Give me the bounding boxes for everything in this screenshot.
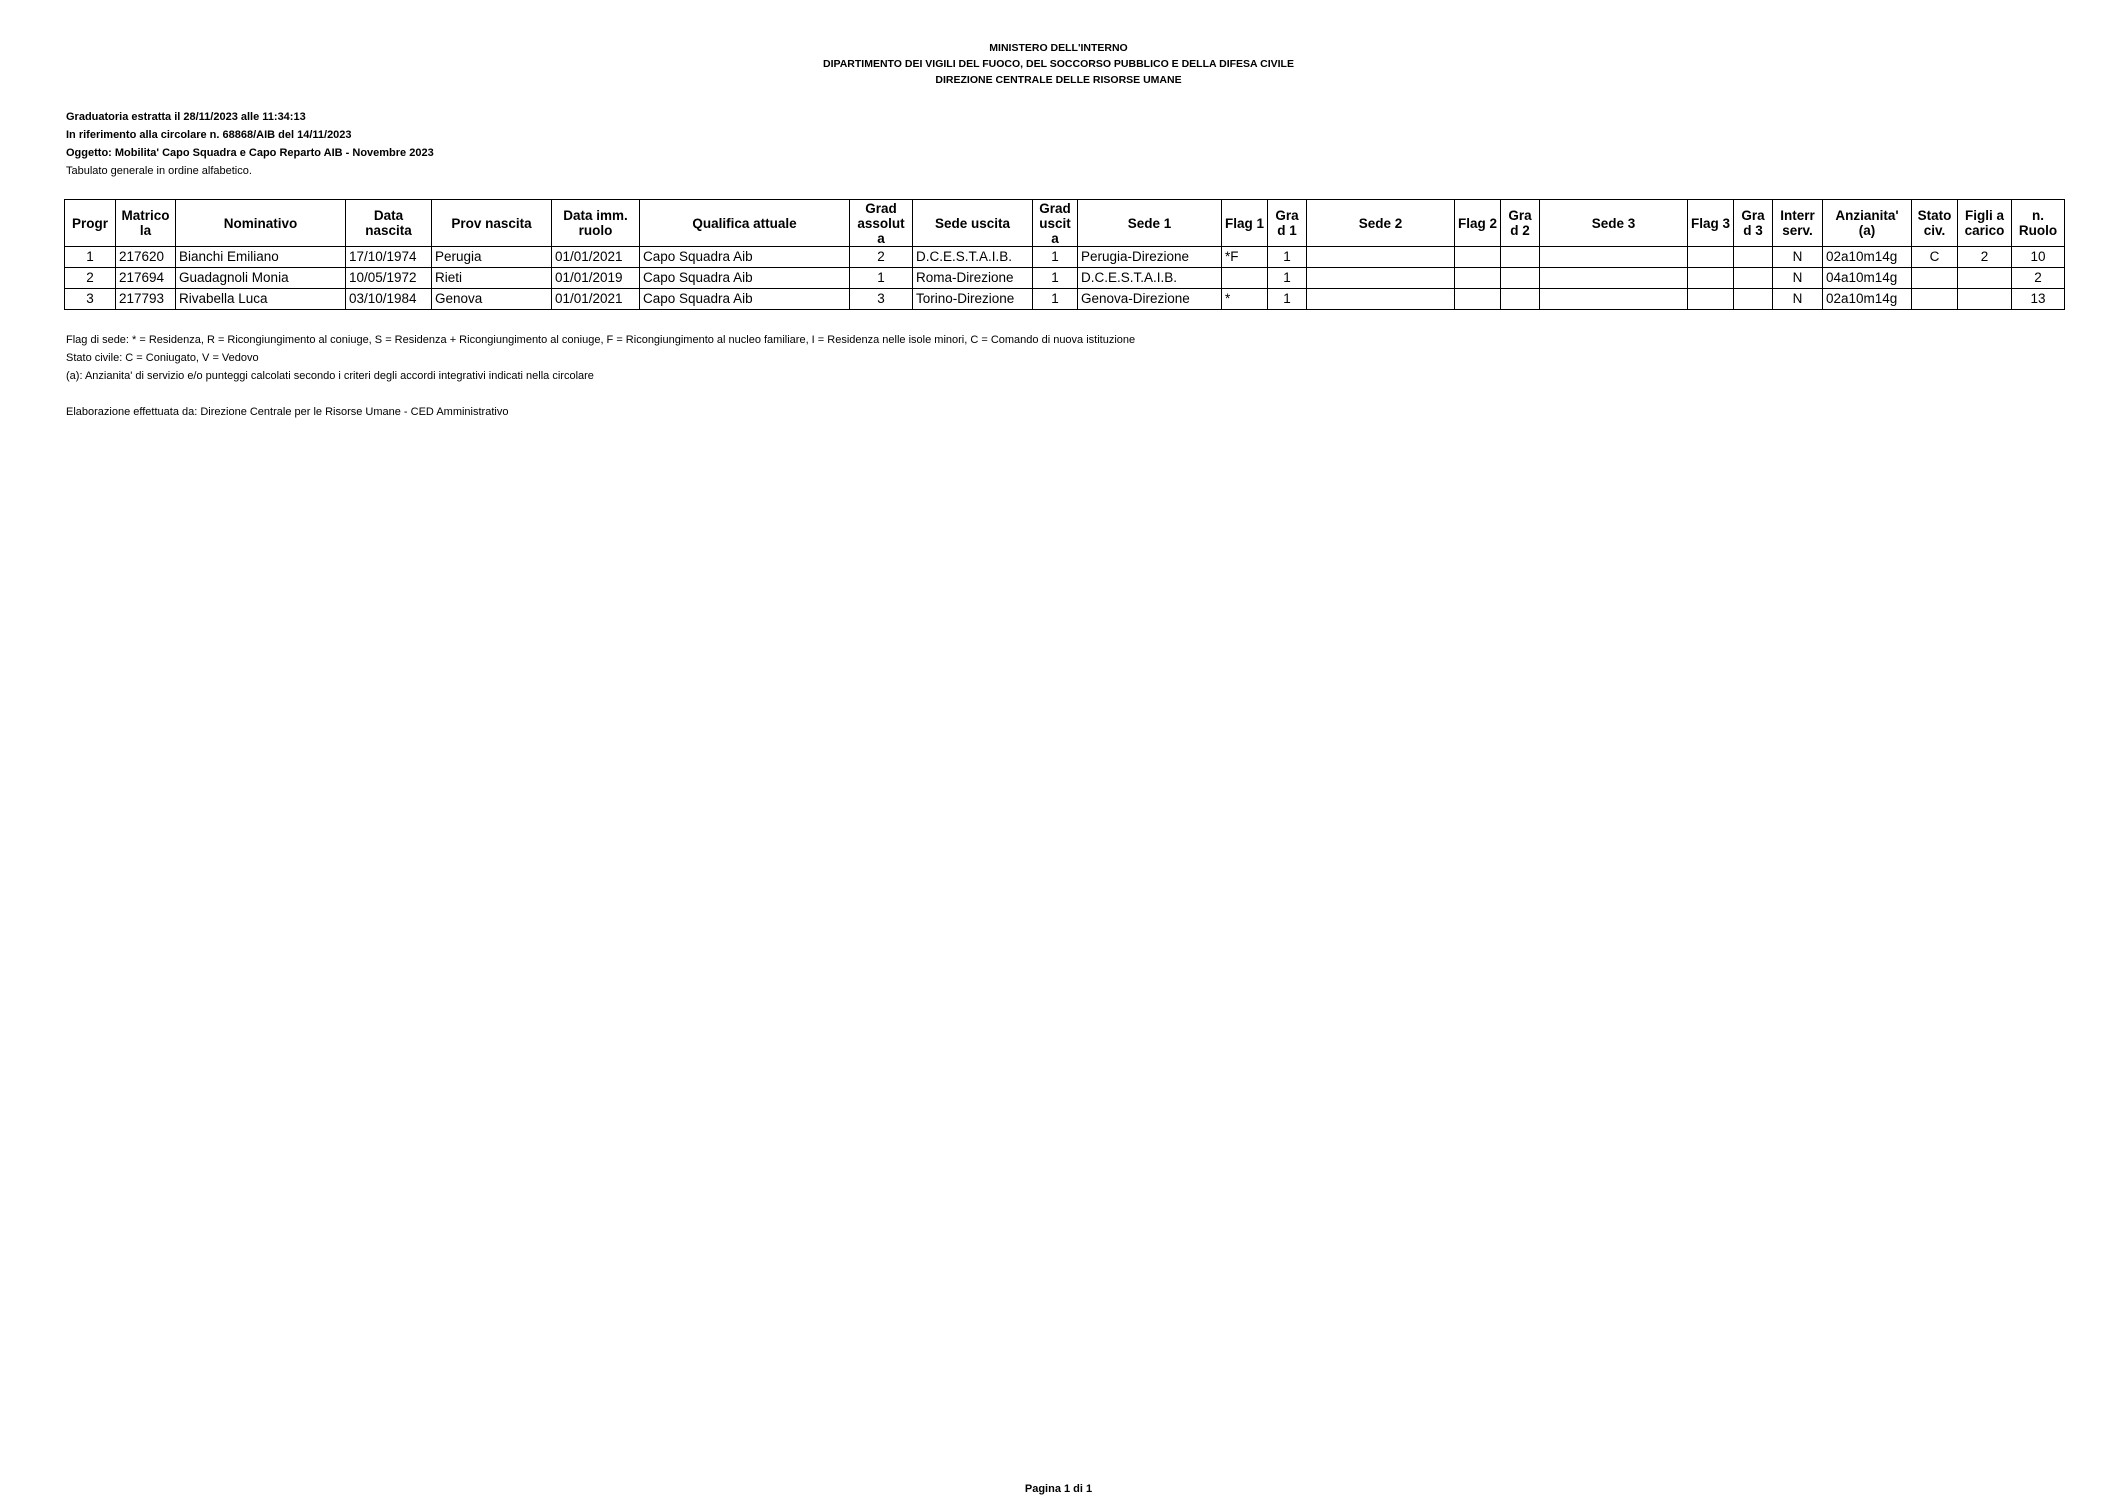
col-stato-civ: Stato civ.: [1912, 200, 1958, 247]
cell-stato-civ: [1912, 268, 1958, 289]
legend-notes: [66, 331, 1135, 421]
cell-figli-carico: [1958, 289, 2012, 310]
cell-sede-2: [1307, 289, 1455, 310]
cell-grad-2: [1501, 247, 1540, 268]
cell-matricola: 217620: [116, 247, 176, 268]
cell-grad-assoluta: 1: [850, 268, 913, 289]
cell-sede-1: Perugia-Direzione: [1078, 247, 1222, 268]
cell-anzianita: 04a10m14g: [1823, 268, 1912, 289]
col-qualifica: Qualifica attuale: [640, 200, 850, 247]
cell-progr: 3: [65, 289, 116, 310]
cell-anzianita: 02a10m14g: [1823, 247, 1912, 268]
cell-stato-civ: [1912, 289, 1958, 310]
circular-reference: In riferimento alla circolare n. 68868/AIB del 14/11/2023: [66, 129, 352, 141]
cell-n-ruolo: 10: [2012, 247, 2065, 268]
col-data-nascita: Data nascita: [346, 200, 432, 247]
col-sede-2: Sede 2: [1307, 200, 1455, 247]
cell-matricola: 217694: [116, 268, 176, 289]
extraction-date: Graduatoria estratta il 28/11/2023 alle 11:34:13: [66, 111, 306, 123]
cell-progr: 1: [65, 247, 116, 268]
cell-sede-2: [1307, 268, 1455, 289]
cell-interr-serv: N: [1773, 289, 1823, 310]
cell-prov-nascita: Perugia: [432, 247, 552, 268]
cell-flag-3: [1688, 268, 1734, 289]
cell-stato-civ: C: [1912, 247, 1958, 268]
cell-flag-1: [1222, 268, 1268, 289]
cell-grad-1: 1: [1268, 268, 1307, 289]
table-row: [65, 247, 2065, 268]
cell-grad-uscita: 1: [1033, 268, 1078, 289]
cell-anzianita: 02a10m14g: [1823, 289, 1912, 310]
cell-grad-3: [1734, 289, 1773, 310]
col-data-imm-ruolo: Data imm. ruolo: [552, 200, 640, 247]
cell-flag-1: *F: [1222, 247, 1268, 268]
processing-note: Elaborazione effettuata da: Direzione Centrale per le Risorse Umane - CED Amministrativo: [66, 406, 509, 418]
cell-sede-uscita: Torino-Direzione: [913, 289, 1033, 310]
cell-interr-serv: N: [1773, 247, 1823, 268]
ranking-table: [64, 199, 2065, 310]
col-n-ruolo: n. Ruolo: [2012, 200, 2065, 247]
ordering-note: Tabulato generale in ordine alfabetico.: [66, 165, 252, 177]
cell-sede-3: [1540, 268, 1688, 289]
cell-sede-uscita: D.C.E.S.T.A.I.B.: [913, 247, 1033, 268]
cell-grad-assoluta: 2: [850, 247, 913, 268]
marital-status-legend: Stato civile: C = Coniugato, V = Vedovo: [66, 352, 259, 364]
cell-flag-2: [1455, 268, 1501, 289]
col-anzianita: Anzianita' (a): [1823, 200, 1912, 247]
col-sede-1: Sede 1: [1078, 200, 1222, 247]
ministry-title: MINISTERO DELL'INTERNO: [989, 42, 1128, 54]
document-subject: Oggetto: Mobilita' Capo Squadra e Capo Reparto AIB - Novembre 2023: [66, 147, 434, 159]
page-number: Pagina 1 di 1: [1024, 1483, 1093, 1495]
cell-sede-3: [1540, 247, 1688, 268]
cell-qualifica: Capo Squadra Aib: [640, 247, 850, 268]
cell-nominativo: Guadagnoli Monia: [176, 268, 346, 289]
document-header: [0, 40, 2117, 88]
col-grad-uscita: Grad uscit a: [1033, 200, 1078, 247]
col-grad-assoluta: Grad assolut a: [850, 200, 913, 247]
cell-flag-1: *: [1222, 289, 1268, 310]
col-grad-2: Gra d 2: [1501, 200, 1540, 247]
cell-flag-2: [1455, 247, 1501, 268]
cell-prov-nascita: Genova: [432, 289, 552, 310]
cell-data-nascita: 10/05/1972: [346, 268, 432, 289]
table-row: [65, 268, 2065, 289]
col-matricola: Matrico la: [116, 200, 176, 247]
document-meta: [66, 108, 434, 180]
col-prov-nascita: Prov nascita: [432, 200, 552, 247]
cell-grad-3: [1734, 268, 1773, 289]
cell-data-nascita: 03/10/1984: [346, 289, 432, 310]
cell-grad-assoluta: 3: [850, 289, 913, 310]
cell-grad-uscita: 1: [1033, 289, 1078, 310]
cell-prov-nascita: Rieti: [432, 268, 552, 289]
col-interr-serv: Interr serv.: [1773, 200, 1823, 247]
cell-interr-serv: N: [1773, 268, 1823, 289]
cell-progr: 2: [65, 268, 116, 289]
col-progr: Progr: [65, 200, 116, 247]
cell-qualifica: Capo Squadra Aib: [640, 289, 850, 310]
cell-sede-1: D.C.E.S.T.A.I.B.: [1078, 268, 1222, 289]
col-sede-uscita: Sede uscita: [913, 200, 1033, 247]
spacer: [66, 385, 1135, 403]
cell-data-imm-ruolo: 01/01/2021: [552, 247, 640, 268]
col-nominativo: Nominativo: [176, 200, 346, 247]
cell-matricola: 217793: [116, 289, 176, 310]
cell-data-nascita: 17/10/1974: [346, 247, 432, 268]
direction-title: DIREZIONE CENTRALE DELLE RISORSE UMANE: [935, 74, 1182, 86]
cell-flag-3: [1688, 247, 1734, 268]
cell-qualifica: Capo Squadra Aib: [640, 268, 850, 289]
cell-nominativo: Bianchi Emiliano: [176, 247, 346, 268]
cell-grad-3: [1734, 247, 1773, 268]
department-title: DIPARTIMENTO DEI VIGILI DEL FUOCO, DEL SOCCORSO PUBBLICO E DELLA DIFESA CIVILE: [823, 58, 1294, 70]
cell-data-imm-ruolo: 01/01/2019: [552, 268, 640, 289]
col-grad-1: Gra d 1: [1268, 200, 1307, 247]
cell-figli-carico: [1958, 268, 2012, 289]
cell-grad-uscita: 1: [1033, 247, 1078, 268]
cell-sede-2: [1307, 247, 1455, 268]
cell-grad-1: 1: [1268, 289, 1307, 310]
cell-sede-3: [1540, 289, 1688, 310]
col-flag-3: Flag 3: [1688, 200, 1734, 247]
cell-sede-uscita: Roma-Direzione: [913, 268, 1033, 289]
cell-n-ruolo: 2: [2012, 268, 2065, 289]
col-figli-carico: Figli a carico: [1958, 200, 2012, 247]
col-grad-3: Gra d 3: [1734, 200, 1773, 247]
col-flag-2: Flag 2: [1455, 200, 1501, 247]
table-header-row: [65, 200, 2065, 247]
seniority-note: (a): Anzianita' di servizio e/o punteggi calcolati secondo i criteri degli accordi integrativi indicati nella circolare: [66, 370, 594, 382]
col-sede-3: Sede 3: [1540, 200, 1688, 247]
flag-legend: Flag di sede: * = Residenza, R = Ricongiungimento al coniuge, S = Residenza + Ricongiungimento al coniuge, F = Ricongiungimento al nucleo familiare, I = Residenza nelle isole minori, C = Comando di nuova istituzione: [66, 334, 1136, 346]
cell-grad-1: 1: [1268, 247, 1307, 268]
table-row: [65, 289, 2065, 310]
cell-n-ruolo: 13: [2012, 289, 2065, 310]
cell-flag-3: [1688, 289, 1734, 310]
cell-sede-1: Genova-Direzione: [1078, 289, 1222, 310]
cell-flag-2: [1455, 289, 1501, 310]
cell-grad-2: [1501, 289, 1540, 310]
cell-nominativo: Rivabella Luca: [176, 289, 346, 310]
cell-data-imm-ruolo: 01/01/2021: [552, 289, 640, 310]
col-flag-1: Flag 1: [1222, 200, 1268, 247]
cell-figli-carico: 2: [1958, 247, 2012, 268]
cell-grad-2: [1501, 268, 1540, 289]
